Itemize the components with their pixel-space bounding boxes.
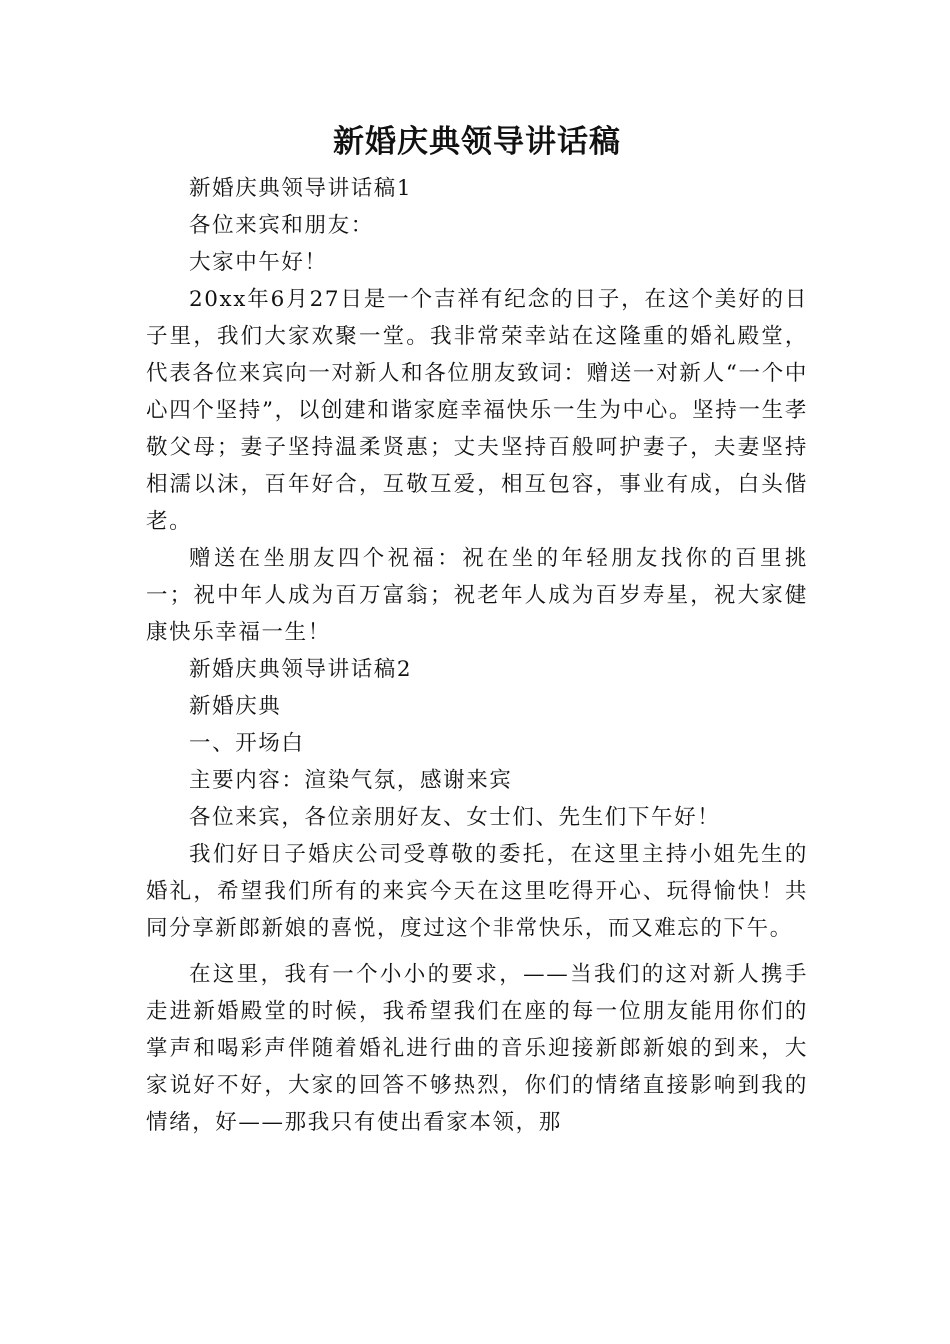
body-paragraph: 20xx年6月27日是一个吉祥有纪念的日子，在这个美好的日子里，我们大家欢聚一堂。我非常荣幸站在这隆重的婚礼殿堂，代表各位来宾向一对新人和各位朋友致词：赠送一对新人“一个中心四个坚持”，以创建和谐家庭幸福快乐一生为中心。坚持一生孝敬父母；妻子坚持温柔贤惠；丈夫坚持百般呵护妻子，夫妻坚持相濡以沫，百年好合，互敬互爱，相互包容，事业有成，白头偕老。 [146,287,808,534]
body-paragraph: 赠送在坐朋友四个祝福：祝在坐的年轻朋友找你的百里挑一；祝中年人成为百万富翁；祝老年人成为百岁寿星，祝大家健康快乐幸福一生！ [146,546,808,645]
body-line: 各位来宾，各位亲朋好友、女士们、先生们下午好！ [189,805,721,830]
body-paragraph: 在这里，我有一个小小的要求，——当我们的这对新人携手走进新婚殿堂的时候，我希望我们在座的每一位朋友能用你们的掌声和喝彩声伴随着婚礼进行曲的音乐迎接新郎新娘的到来，大家说好不好，大家的回答不够热烈，你们的情绪直接影响到我的情绪，好——那我只有使出看家本领，那 [146,962,808,1135]
subheading: 新婚庆典 [189,694,282,719]
document-page [146,118,808,1141]
greeting: 大家中午好！ [189,250,328,275]
section-heading-1: 新婚庆典领导讲话稿1 [189,176,413,201]
document-title: 新婚庆典领导讲话稿 [333,124,621,160]
section-heading-2: 新婚庆典领导讲话稿2 [189,657,413,682]
body-paragraph: 我们好日子婚庆公司受尊敬的委托，在这里主持小姐先生的婚礼，希望我们所有的来宾今天在这里吃得开心、玩得愉快！共同分享新郎新娘的喜悦，度过这个非常快乐，而又难忘的下午。 [146,842,808,941]
salutation: 各位来宾和朋友： [189,213,374,238]
subheading: 一、开场白 [189,731,305,756]
body-line: 主要内容：渲染气氛，感谢来宾 [189,768,513,793]
